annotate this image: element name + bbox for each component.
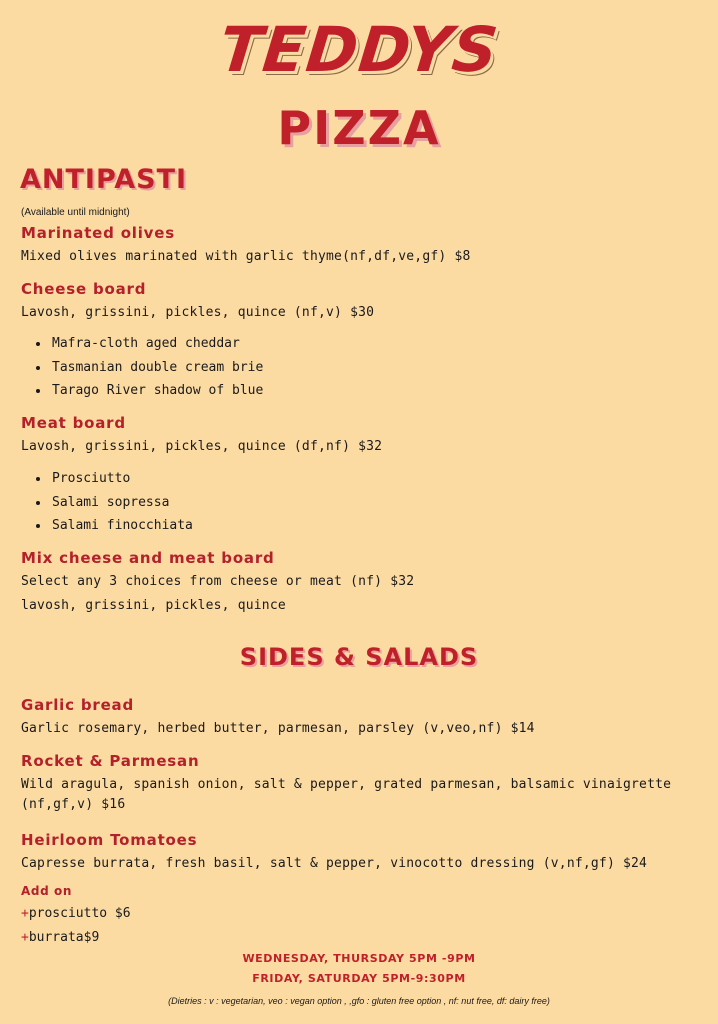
- addon-burrata: [21, 928, 99, 948]
- addon-prosciutto: [21, 904, 131, 924]
- item-name-heirloom-tomatoes: Heirloom Tomatoes: [21, 831, 198, 849]
- dietary-legend: (Dietries : v : vegetarian, veo : vegan option , ,gfo : gluten free option , nf: nut free, df: dairy free): [168, 996, 550, 1006]
- plus-sign: +: [21, 906, 29, 921]
- item-name-mix-board: Mix cheese and meat board: [21, 549, 275, 567]
- item-desc-mix-board: Select any 3 choices from cheese or meat (nf) $32: [21, 574, 415, 589]
- list-item: • Mafra-cloth aged cheddar: [50, 332, 263, 356]
- item-desc-rocket-parmesan: Wild aragula, spanish onion, salt & pepper, grated parmesan, balsamic vinaigrette (nf,gf,v) $16: [21, 777, 672, 812]
- list-item: • Prosciutto: [50, 467, 193, 491]
- addon-text: burrata$9: [28, 930, 100, 945]
- hours-line-1: WEDNESDAY, THURSDAY 5PM -9PM: [242, 952, 476, 965]
- brand-name: TEDDYS: [216, 13, 503, 86]
- plus-sign: +: [21, 930, 29, 945]
- list-item: • Salami sopressa: [50, 491, 193, 515]
- section-title-antipasti: ANTIPASTI: [20, 164, 188, 195]
- item-name-cheese-board: Cheese board: [21, 280, 147, 298]
- availability-note: (Available until midnight): [21, 207, 130, 218]
- item-name-marinated-olives: Marinated olives: [21, 224, 175, 242]
- section-title-sides: SIDES & SALADS: [239, 643, 479, 671]
- addon-text: prosciutto $6: [28, 906, 131, 921]
- addon-title: Add on: [21, 884, 73, 898]
- list-item: • Tasmanian double cream brie: [50, 356, 263, 380]
- item-name-rocket-parmesan: Rocket & Parmesan: [21, 752, 200, 770]
- cheese-board-list: [26, 332, 263, 403]
- item-desc-heirloom-tomatoes: Capresse burrata, fresh basil, salt & pepper, vinocotto dressing (v,nf,gf) $24: [21, 856, 648, 871]
- item-desc-marinated-olives: Mixed olives marinated with garlic thyme(nf,df,ve,gf) $8: [21, 249, 471, 264]
- hours-line-2: FRIDAY, SATURDAY 5PM-9:30PM: [252, 972, 466, 985]
- item-desc-mix-board-extra: lavosh, grissini, pickles, quince: [21, 598, 286, 613]
- meat-board-list: [26, 467, 193, 538]
- item-name-meat-board: Meat board: [21, 414, 126, 432]
- list-item: • Salami finocchiata: [50, 514, 193, 538]
- item-desc-meat-board: Lavosh, grissini, pickles, quince (df,nf) $32: [21, 439, 383, 454]
- list-item: • Tarago River shadow of blue: [50, 379, 263, 403]
- item-name-garlic-bread: Garlic bread: [21, 696, 134, 714]
- brand-subtitle: PIZZA: [277, 101, 441, 155]
- item-desc-cheese-board: Lavosh, grissini, pickles, quince (nf,v) $30: [21, 305, 375, 320]
- item-desc-garlic-bread: Garlic rosemary, herbed butter, parmesan, parsley (v,veo,nf) $14: [21, 721, 535, 736]
